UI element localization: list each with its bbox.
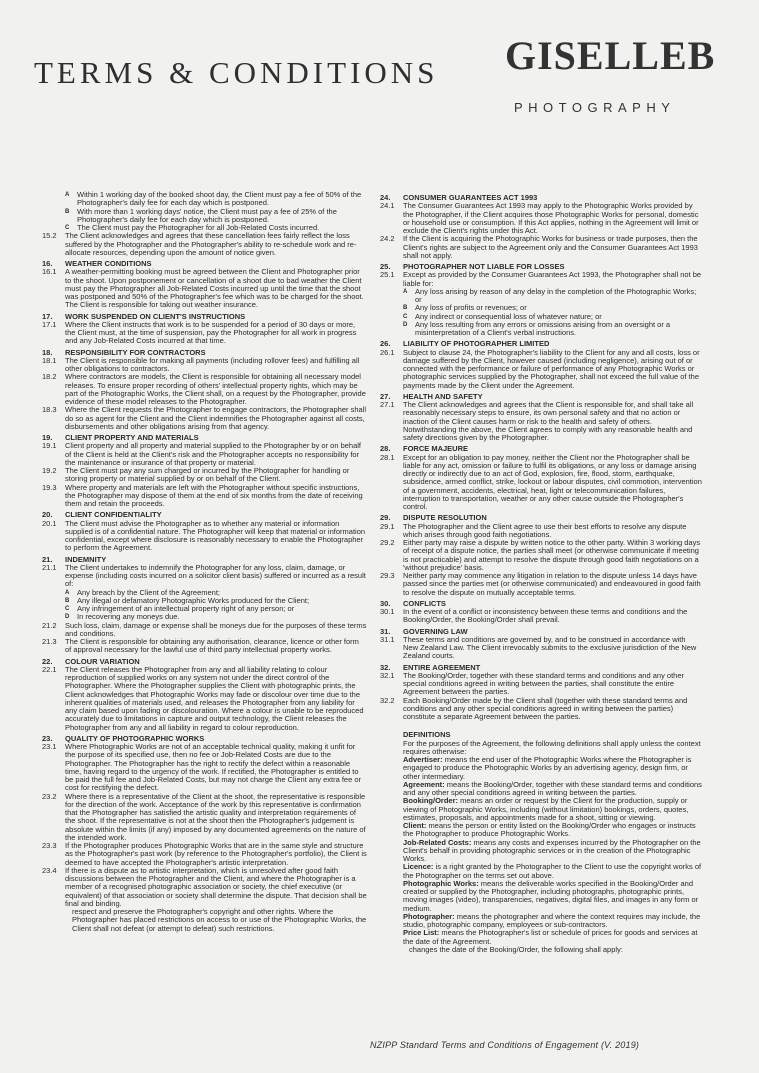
item-letter: B [65, 597, 70, 604]
clause-text: A weather-permitting booking must be agreed between the Client and Photographer prior to the shoot. Upon postponement or cancellation of a shoot due to bad weather the Client must pay the Photographer all Job-Related Costs incurred up until the time that the shoot was postponed and 50% of the Photographer's fee which was to be charged for the shoot. The Client is responsible for taking out weather insurance. [65, 267, 364, 310]
item-text: Within 1 working day of the booked shoot day, the Client must pay a fee of 50% of the Photographer's daily fee for each day which is postponed. [77, 190, 362, 208]
clause-number: 30.1 [380, 607, 395, 616]
clause-text: Except as provided by the Consumer Guarantees Act 1993, the Photographer shall not be liable for: [403, 270, 702, 288]
clause-text: The Booking/Order, together with these standard terms and conditions and any other special conditions agreed in writing between the parties, shall constitute the entire Agreement between the parties. [403, 670, 685, 697]
clause [380, 401, 702, 442]
section-number: 28. [380, 444, 391, 454]
clause [42, 467, 367, 484]
definition-text: means the end user of the Photographic Works where the Photographer is engaged to produce the Photographic Works by an advertising agency, design firm, or other intermediary. [403, 755, 692, 781]
section-number: 30. [380, 598, 391, 608]
clause-number: 19.1 [42, 441, 57, 451]
clause-number: 25.1 [380, 270, 395, 280]
clause [380, 572, 702, 597]
item-letter: C [65, 606, 70, 612]
definition-text: means the Photographer's list or schedule of prices for goods and services at the date of the Agreement. [403, 928, 698, 946]
clause [380, 608, 702, 625]
item-text: Any illegal or defamatory Photographic Works produced for the Client; [77, 595, 310, 605]
clause-number: 26.1 [380, 347, 395, 357]
clause-text: The Client acknowledges and agrees that these cancellation fees fairly reflect the loss suffered by the Photographer and the Photographer's ability to re-schedule work and re-allocate resources, depending upon the amount of notice given. [65, 231, 357, 257]
item-text: Any loss arising by reason of any delay in the completion of the Photographic Works; or [415, 286, 697, 304]
clause [42, 268, 367, 309]
definition-term: Price List: [403, 928, 440, 938]
clause-number: 18.3 [42, 405, 57, 415]
clause-number: 18.1 [42, 355, 57, 365]
clause-number: 17.1 [42, 319, 57, 329]
definition-text: means the person or entity listed on the Booking/Order who engages or instructs the Photographer to produce Photographic Works. [403, 821, 696, 839]
definition-item [403, 929, 702, 946]
definition-term: Job-Related Costs: [403, 837, 472, 847]
section-number: 32. [380, 662, 391, 672]
definition-term: Licence: [403, 862, 434, 872]
definitions-heading: DEFINITIONS [403, 730, 451, 740]
section-number: 24. [380, 193, 391, 202]
section-title: CLIENT CONFIDENTIALITY [65, 510, 162, 520]
clause-number: 15.2 [42, 231, 57, 241]
clause-number: 28.1 [380, 452, 395, 462]
section-title: DISPUTE RESOLUTION [403, 513, 487, 523]
clause-text: Either party may raise a dispute by written notice to the other party. Within 3 working days of receipt of a dispute notice, the parties shall meet (or otherwise communicate if meeting is not practicable) and attempt to resolve the dispute through good faith negotiations on a 'without prejudice' basis. [403, 538, 701, 572]
terms-left-column [42, 191, 367, 933]
definition-item [403, 913, 702, 930]
clause-text: Such loss, claim, damage or expense shall be moneys due for the purposes of these terms and conditions. [65, 620, 367, 638]
list-item [42, 191, 367, 208]
section-number: 17. [42, 311, 53, 321]
definitions-intro: For the purposes of the Agreement, the following definitions shall apply unless the context requires otherwise: [403, 738, 701, 756]
item-text: With more than 1 working days' notice, the Client must pay a fee of 25% of the Photographer's daily fee for each day which is postponed. [77, 206, 337, 224]
section-title: ENTIRE AGREEMENT [403, 662, 481, 672]
section-title: WEATHER CONDITIONS [65, 259, 152, 268]
clause-text: Where contractors are models, the Client is responsible for obtaining all necessary model releases. To ensure proper recording of others' intellectual property rights, which may be part of the Photographic Works, the Client shall, on a request by the Photographer, provide evidence of these model releases to the Photographer. [65, 372, 366, 406]
clause-text: Except for an obligation to pay money, neither the Client nor the Photographer shall be liable for any act, omission or failure to fulfil its obligations, or any loss or damage arising directly or indirectly due to an act of God, explosion, fire, flood, storm, earthquake, subsidence, armed conflict, strike, lockout or labour disputes, civil commotion, intervention of a government, accidents, electrical, heat, light or telecommunication failures, interruption to transportation, weather or any other cause outside the Photographer's control. [403, 452, 702, 511]
section-title: RESPONSIBILITY FOR CONTRACTORS [65, 347, 206, 357]
section-number: 20. [42, 510, 53, 520]
continuation-text: respect and preserve the Photographer's copyright and other rights. Where the Photographer has placed restrictions on access to or use of the Photographic Works, the Client shall not defeat (or attempt to defeat) such restrictions. [72, 907, 367, 933]
clause [42, 232, 367, 257]
definitions-trailing-text: changes the date of the Booking/Order, the following shall apply: [409, 944, 623, 954]
section-title: GOVERNING LAW [403, 626, 468, 636]
clause [42, 793, 367, 843]
item-text: Any infringement of an intellectual property right of any person; or [77, 604, 295, 613]
section-number: 19. [42, 433, 53, 442]
item-text: Any loss of profits or revenues; or [415, 303, 527, 313]
clause [380, 271, 702, 288]
definition-term: Client: [403, 821, 427, 830]
section-title: FORCE MAJEURE [403, 444, 469, 454]
clause-number: 22.1 [42, 664, 57, 674]
terms-right-column [380, 191, 702, 954]
section-title: COLOUR VARIATION [65, 656, 140, 666]
clause-text: The Client is responsible for making all payments (including rollover fees) and fulfilling all other obligations to contractors. [65, 355, 360, 373]
item-text: The Client must pay the Photographer for all Job-Related Costs incurred. [77, 223, 320, 232]
list-item [42, 208, 367, 225]
clause-number: 18.2 [42, 372, 57, 382]
clause [42, 564, 367, 589]
definition-text: is a right granted by the Photographer to the Client to use the copyright works of the Photographer on the terms set out above. [403, 862, 702, 880]
clause-number: 24.1 [380, 201, 395, 211]
clause-text: If the Photographer produces Photographic Works that are in the same style and structure as the Photographer's past work (by reference to the Photographer's portfolio), the Client is deemed to have accepted the Photographer's artistic interpretation. [65, 841, 367, 867]
section-title: CLIENT PROPERTY AND MATERIALS [65, 433, 199, 442]
clause-text: Where there is a representative of the Client at the shoot, the representative is responsible for the direction of the work. Acceptance of the work by this representative is confirmation that the Photographer has satisfied the artistic quality and interpretation requirements of the shoot. If the representative is not at the shoot then the Photographer's judgement is absolute within the limits (if any) imposed by any documented agreements on the nature of the intended work. [65, 791, 366, 842]
item-letter: A [65, 589, 70, 596]
clause [42, 867, 367, 908]
item-letter: B [65, 208, 70, 215]
clause-number: 32.2 [380, 695, 395, 705]
definition-item [403, 756, 702, 781]
section-number: 23. [42, 733, 53, 743]
definition-term: Booking/Order: [403, 796, 459, 806]
definition-text: means an order or request by the Client for the production, supply or viewing of Photographic Works, including (without limitation) bookings, orders, quotes, estimates, proposals, and appointments made for a shoot, sitting or viewing. [403, 796, 689, 822]
item-letter: C [403, 313, 408, 320]
clause-number: 32.1 [380, 670, 395, 680]
clause [42, 406, 367, 431]
clause-text: Subject to clause 24, the Photographer's liability to the Client for any and all costs, loss or damage suffered by the Client, however caused (including negligence), arising out of or connected with the performance or failure of performance of any Photographic Works or photographic services supplied by the Photographer, shall not exceed the full value of the payments made by the Client under the Agreement. [403, 347, 700, 390]
definition-item [403, 863, 702, 880]
definition-text: means the photographer and where the context requires may include, the studio, photographic company, employees or sub-contractors. [403, 911, 701, 929]
section-number: 22. [42, 656, 53, 666]
definition-item [403, 880, 702, 913]
clause-number: 31.1 [380, 634, 395, 644]
clause [380, 235, 702, 260]
definition-item [403, 822, 702, 839]
clause-number: 27.1 [380, 400, 395, 409]
clause [380, 523, 702, 540]
clause-text: The Client undertakes to indemnify the Photographer for any loss, claim, damage, or expense (including costs incurred on a solicitor client basis) suffered or incurred as a result of: [65, 562, 366, 589]
brand-logo: GISELLEB [505, 33, 716, 78]
definition-text: means any costs and expenses incurred by the Photographer on the Client's behalf in providing photographic services or in the creation of the Photographic Works. [403, 837, 701, 863]
clause-number: 20.1 [42, 518, 57, 528]
item-letter: D [65, 614, 70, 621]
definitions-section [380, 731, 702, 954]
clause [42, 373, 367, 406]
section-number: 25. [380, 262, 391, 271]
clause [42, 842, 367, 867]
section-title: PHOTOGRAPHER NOT LIABLE FOR LOSSES [403, 262, 565, 271]
clause-number: 29.1 [380, 521, 395, 531]
clause-text: The Client must advise the Photographer as to whether any material or information supplied is of a confidential nature. The Photographer will keep that material or information confidential, except where disclosure is reasonably necessary to enable the Photographer to perform the Agreement. [65, 518, 366, 553]
section-title: INDEMNITY [65, 554, 107, 564]
clause-number: 21.3 [42, 637, 57, 646]
clause [380, 539, 702, 572]
section-title: LIABILITY OF PHOTOGRAPHER LIMITED [403, 339, 550, 349]
clause-number: 19.2 [42, 466, 57, 475]
section-title: WORK SUSPENDED ON CLIENT'S INSTRUCTIONS [65, 311, 246, 321]
section-title: QUALITY OF PHOTOGRAPHIC WORKS [65, 733, 205, 743]
item-text: In recovering any moneys due. [77, 612, 180, 622]
definition-term: Photographic Works: [403, 878, 479, 888]
definition-term: Advertiser: [403, 755, 443, 764]
section-number: 29. [380, 513, 391, 523]
section-number: 18. [42, 347, 53, 357]
section-number: 21. [42, 554, 53, 564]
clause-number: 24.2 [380, 234, 395, 244]
clause [380, 672, 702, 697]
list-item [380, 321, 702, 338]
clause-number: 29.3 [380, 571, 395, 580]
clause-text: Neither party may commence any litigation in relation to the dispute unless 14 days have passed since the parties met (or otherwise communicated) and endeavoured in good faith to resolve the dispute on mutually acceptable terms. [403, 571, 701, 597]
page-title: TERMS & CONDITIONS [34, 55, 439, 90]
definition-text: means the Booking/Order, together with these standard terms and conditions and any other special conditions agreed in writing between the parties. [403, 779, 702, 797]
section-title: CONFLICTS [403, 598, 446, 608]
footer-note: NZIPP Standard Terms and Conditions of Engagement (V. 2019) [370, 1040, 640, 1050]
section-number: 31. [380, 626, 391, 636]
clause [380, 349, 702, 390]
clause [42, 743, 367, 793]
clause-text: Each Booking/Order made by the Client shall (together with these standard terms and conditions and any other special conditions agreed in writing between the parties) constitute a separate Agreement between the parties. [403, 695, 688, 721]
clause [42, 321, 367, 346]
list-item [380, 288, 702, 305]
section-title: CONSUMER GUARANTEES ACT 1993 [403, 193, 538, 202]
section-number: 16. [42, 259, 53, 268]
clause-number: 23.1 [42, 742, 57, 751]
clause-number: 29.2 [380, 538, 395, 547]
clause-number: 16.1 [42, 267, 57, 277]
clause-number: 21.1 [42, 562, 57, 572]
item-letter: B [403, 305, 408, 312]
section-number: 27. [380, 391, 391, 401]
clause-text: The Consumer Guarantees Act 1993 may apply to the Photographic Works provided by the Photographer, if the Client acquires those Photographic Works for personal, domestic or household use or consumption. If this Act applies, nothing in the Agreement will limit or exclude the Client's rights under this Act. [403, 201, 699, 235]
clause-text: Client property and all property and material supplied to the Photographer by or on behalf of the Client is held at the Client's risk and the Photographer accepts no responsibility for the maintenance or insurance of that property or material. [65, 441, 362, 467]
clause [42, 666, 367, 732]
clause-number: 23.2 [42, 791, 57, 801]
clause [42, 638, 367, 655]
clause-text: These terms and conditions are governed by, and to be construed in accordance with New Zealand Law. The Client irrevocably submits to the exclusive jurisdiction of the New Zealand courts. [403, 634, 697, 661]
clause-text: The Client releases the Photographer from any and all liability relating to colour reproduction of supplied works on any system not under the direct control of the Photographer. Where the Photographer supplies the Client with photographic prints, the Client acknowledges that Photographic Works may fade or discolour over time due to the inherent qualities of materials used, and releases the Photographer from any liability for any claim based upon fading or discolouration. Where a colour is unable to be reproduced accurately due to limitations in capture and output technology, the Client releases the Photographer from any and all liability in regard to colour reproduction. [65, 664, 364, 732]
clause [42, 442, 367, 467]
clause-text: The Client acknowledges and agrees that the Client is responsible for, and shall take all reasonably necessary steps to ensure, its own personal safety and that no action or inaction of the Client causes harm or risk to the health and safety of others. Notwithstanding the above, the Client agrees to comply with any reasonable health and safety directions given by the Photographer. [403, 400, 694, 442]
clause-text: Where Photographic Works are not of an acceptable technical quality, making it unfit for the purpose of its specified use, then no fee or Job-Related Costs are due to the Photographer. The Photographer has the right to rectify the defect within a reasonable time, having regard to the urgency of the work. If rectified, the Photographer is entitled to be paid the full fee and Job-Related Costs, but may not charge the Client any extra fee or cost for rectifying the defect. [65, 742, 362, 793]
clause [380, 202, 702, 235]
item-letter: C [65, 225, 70, 231]
brand-logo-subtitle: PHOTOGRAPHY [514, 100, 676, 115]
definition-item [403, 797, 702, 822]
clause [380, 636, 702, 661]
clause [42, 520, 367, 553]
clause-number: 19.3 [42, 482, 57, 492]
clause-text: Where the Client instructs that work is to be suspended for a period of 30 days or more, the Client must, at the time of suspension, pay the Photographer for all work in progress and any Job-Related Costs incurred at that time. [65, 319, 357, 346]
item-letter: A [403, 288, 408, 295]
clause-number: 21.2 [42, 620, 57, 630]
clause-number: 23.3 [42, 841, 57, 850]
clause-text: The Client must pay any sum charged or incurred by the Photographer for handling or storing property or material supplied by or on behalf of the Client. [65, 466, 350, 484]
section-title: HEALTH AND SAFETY [403, 391, 483, 401]
clause [42, 622, 367, 639]
item-text: Any breach by the Client of the Agreement; [77, 587, 221, 597]
item-letter: D [403, 321, 408, 328]
item-text: Any loss resulting from any errors or omissions arising from an oversight or a misinterpretation of a Client's verbal instructions. [415, 319, 671, 337]
clause-text: In the event of a conflict or inconsistency between these terms and conditions and the Booking/Order, the Booking/Order shall prevail. [403, 607, 688, 625]
clause [42, 357, 367, 374]
definition-term: Photographer: [403, 911, 455, 921]
clause-text: The Client is responsible for obtaining any authorisation, clearance, licence or other form of approval necessary for the lawful use of third party intellectual property works. [65, 637, 359, 655]
definition-item [403, 839, 702, 864]
item-letter: A [65, 192, 70, 198]
clause-text: If the Client is acquiring the Photographic Works for business or trade purposes, then the Client's rights are subject to the Agreement only and the Consumer Guarantees Act 1993 shall not apply. [403, 234, 698, 260]
clause-text: Where property and materials are left with the Photographer without specific instructions, the Photographer may dispose of them at the end of six months from the date of receiving them and retain the proceeds. [65, 482, 363, 508]
clause [42, 484, 367, 509]
definition-term: Agreement: [403, 779, 445, 789]
clause-text: If there is a dispute as to artistic interpretation, which is unresolved after good faith discussions between the Photographer and the Client, and where the Photographer is a member of a recognised photographic association or society, the chief executive (or equivalent) of that association or society shall determine the dispute. That decision shall be final and binding. [65, 865, 367, 908]
item-text: Any indirect or consequential loss of whatever nature; or [415, 311, 602, 321]
definition-text: means the deliverable works specified in the Booking/Order and created or supplied by the Photographer, including photographs, photographic prints, moving images (video), transparencies, negatives, digital files, and images in any form or medium. [403, 878, 699, 913]
clause-text: Where the Client requests the Photographer to engage contractors, the Photographer shall do so as agent for the Client and the Client indemnifies the Photographer against all costs, disbursements and other obligations arising from that agency. [65, 405, 367, 431]
clause-number: 23.4 [42, 865, 57, 875]
definition-item [403, 781, 702, 798]
clause-text: The Photographer and the Client agree to use their best efforts to resolve any dispute which arises through good faith negotiations. [403, 521, 687, 539]
clause [380, 454, 702, 512]
section-number: 26. [380, 339, 391, 349]
clause [380, 697, 702, 722]
